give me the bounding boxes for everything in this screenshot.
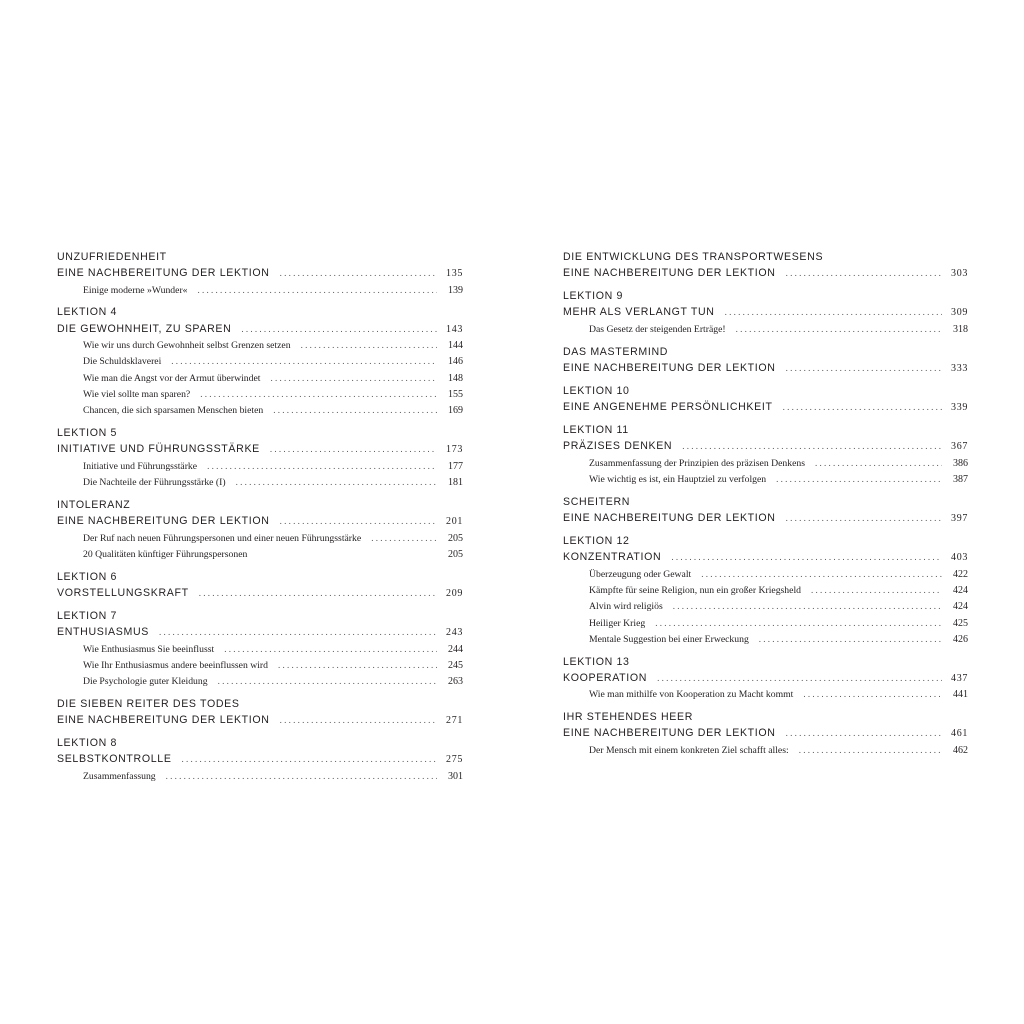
toc-heading-eine-nachbereitung-der-lektion <box>563 510 968 526</box>
dot-leader <box>280 265 437 281</box>
page-number: 301 <box>448 770 463 782</box>
page-number: 148 <box>448 372 463 384</box>
toc-entry-title: VORSTELLUNGSKRAFT <box>57 587 189 600</box>
toc-entry-title: Überzeugung oder Gewalt <box>589 568 692 580</box>
toc-entry-title: SCHEITERN <box>563 495 631 508</box>
dot-leader <box>799 742 942 758</box>
toc-entry-20-qualitaeten-kuenftiger-fuehrungsperso <box>57 546 463 562</box>
dot-leader <box>673 598 942 614</box>
toc-entry-die-schuldsklaverei <box>57 353 463 369</box>
toc-entry-title: LEKTION 9 <box>563 290 624 303</box>
toc-entry-title: LEKTION 11 <box>563 424 629 437</box>
dot-leader <box>671 549 942 565</box>
toc-heading-lektion-11 <box>563 422 968 438</box>
dot-leader <box>198 282 437 298</box>
page-number: 181 <box>448 477 463 489</box>
page-number: 243 <box>446 627 463 639</box>
toc-entry-title: EINE NACHBEREITUNG DER LEKTION <box>563 727 776 740</box>
dot-leader <box>301 337 437 353</box>
toc-heading-ihr-stehendes-heer <box>563 709 968 725</box>
toc-entry-wie-man-mithilfe-von-kooperation-zu-mach <box>563 686 968 702</box>
toc-entry-title: DAS MASTERMIND <box>563 345 669 358</box>
toc-entry-title: Die Nachteile der Führungsstärke (I) <box>83 477 226 489</box>
page-number: 387 <box>953 473 968 485</box>
toc-entry-chancen-die-sich-sparsamen-menschen-biet <box>57 402 463 418</box>
dot-leader <box>199 585 437 601</box>
toc-entry-title: PRÄZISES DENKEN <box>563 440 673 453</box>
toc-entry-title: UNZUFRIEDENHEIT <box>57 251 167 263</box>
toc-entry-title: EINE NACHBEREITUNG DER LEKTION <box>57 515 270 528</box>
toc-entry-title: EINE ANGENEHME PERSÖNLICHKEIT <box>563 401 773 414</box>
toc-heading-scheitern <box>563 494 968 510</box>
toc-heading-lektion-4 <box>57 304 463 320</box>
toc-entry-title: Der Ruf nach neuen Führungspersonen und einer neuen Führungsstärke <box>83 532 362 544</box>
dot-leader <box>803 686 942 702</box>
toc-entry-alvin-wird-religioes <box>563 598 968 614</box>
toc-heading-lektion-5 <box>57 425 463 441</box>
page-number: 437 <box>951 672 968 684</box>
toc-entry-title: DIE ENTWICKLUNG DES TRANSPORTWESENS <box>563 251 824 263</box>
toc-entry-title: KOOPERATION <box>563 671 648 684</box>
toc-heading-eine-nachbereitung-der-lektion <box>563 360 968 376</box>
toc-entry-title: KONZENTRATION <box>563 551 662 564</box>
dot-leader <box>280 513 437 529</box>
page-number: 303 <box>951 268 968 280</box>
page-number: 397 <box>951 513 968 525</box>
dot-leader <box>783 399 942 415</box>
toc-entry-title: Heiliger Krieg <box>589 617 646 629</box>
toc-entry-title: Alvin wird religiös <box>589 601 663 613</box>
toc-entry-title: DIE GEWOHNHEIT, ZU SPAREN <box>57 322 232 335</box>
toc-entry-title: IHR STEHENDES HEER <box>563 711 694 724</box>
dot-leader <box>241 321 437 337</box>
dot-leader <box>657 670 942 686</box>
toc-entry-die-nachteile-der-fuehrungsstaerke-i <box>57 474 463 490</box>
dot-leader <box>166 768 437 784</box>
page-number: 339 <box>951 402 968 414</box>
toc-entry-title: LEKTION 12 <box>563 535 630 548</box>
toc-entry-title: Die Schuldsklaverei <box>83 356 162 368</box>
toc-entry-title: Zusammenfassung <box>83 770 156 782</box>
toc-heading-lektion-13 <box>563 654 968 670</box>
toc-entry-wie-viel-sollte-man-sparen <box>57 386 463 402</box>
toc-entry-title: Initiative und Führungsstärke <box>83 460 198 472</box>
dot-leader <box>786 725 942 741</box>
toc-heading-selbstkontrolle <box>57 751 463 767</box>
toc-entry-title: Wie wir uns durch Gewohnheit selbst Grenzen setzen <box>83 340 291 352</box>
page-number: 271 <box>446 715 463 727</box>
toc-heading-die-gewohnheit-zu-sparen <box>57 321 463 337</box>
page-number: 275 <box>446 754 463 766</box>
dot-leader <box>776 471 942 487</box>
toc-entry-kaempfte-fuer-seine-religion-nun-ein-gro <box>563 582 968 598</box>
toc-entry-title: LEKTION 8 <box>57 737 118 750</box>
toc-entry-title: LEKTION 13 <box>563 655 630 668</box>
toc-entry-title: ENTHUSIASMUS <box>57 626 149 639</box>
toc-entry-initiative-und-fuehrungsstaerke <box>57 458 463 474</box>
toc-entry-wie-wir-uns-durch-gewohnheit-selbst-gren <box>57 337 463 353</box>
toc-entry-title: Kämpfte für seine Religion, nun ein großer Kriegsheld <box>589 584 801 596</box>
toc-heading-vorstellungskraft <box>57 585 463 601</box>
page-number: 425 <box>953 617 968 629</box>
dot-leader <box>280 712 437 728</box>
dot-leader <box>273 402 437 418</box>
page-number: 403 <box>951 552 968 564</box>
toc-entry-title: LEKTION 4 <box>57 306 118 319</box>
dot-leader <box>218 673 437 689</box>
dot-leader <box>270 370 437 386</box>
page-number: 462 <box>953 744 968 756</box>
toc-entry-title: Der Mensch mit einem konkreten Ziel schafft alles: <box>589 744 789 756</box>
toc-entry-die-psychologie-guter-kleidung <box>57 673 463 689</box>
page-number: 135 <box>446 268 463 280</box>
toc-entry-title: MEHR ALS VERLANGT TUN <box>563 306 715 319</box>
toc-entry-title: LEKTION 10 <box>563 384 630 397</box>
dot-leader <box>725 304 942 320</box>
toc-entry-title: DIE SIEBEN REITER DES TODES <box>57 697 240 710</box>
toc-heading-das-mastermind <box>563 344 968 360</box>
dot-leader <box>200 386 437 402</box>
toc-heading-praezises-denken <box>563 438 968 454</box>
dot-leader <box>786 360 942 376</box>
toc-entry-title: EINE NACHBEREITUNG DER LEKTION <box>563 512 776 525</box>
toc-entry-title: EINE NACHBEREITUNG DER LEKTION <box>563 361 776 374</box>
page-number: 205 <box>448 532 463 544</box>
page-number: 144 <box>448 340 463 352</box>
toc-right-column <box>563 249 968 758</box>
dot-leader <box>371 530 437 546</box>
toc-entry-title: 20 Qualitäten künftiger Führungspersonen <box>83 548 248 560</box>
dot-leader <box>736 321 942 337</box>
toc-heading-lektion-7 <box>57 608 463 624</box>
dot-leader <box>236 474 437 490</box>
toc-entry-zusammenfassung <box>57 768 463 784</box>
toc-heading-konzentration <box>563 549 968 565</box>
page-number: 461 <box>951 728 968 740</box>
toc-entry-title: INTOLERANZ <box>57 498 131 511</box>
dot-leader <box>811 582 942 598</box>
toc-entry-einige-moderne-wunder <box>57 282 463 298</box>
page-number: 333 <box>951 362 968 374</box>
toc-heading-eine-nachbereitung-der-lektion <box>57 265 463 281</box>
toc-heading-enthusiasmus <box>57 624 463 640</box>
page-number: 367 <box>951 441 968 453</box>
toc-entry-zusammenfassung-der-prinzipien-des-praez <box>563 455 968 471</box>
toc-heading-lektion-9 <box>563 288 968 304</box>
page-number: 139 <box>448 284 463 296</box>
toc-heading-die-sieben-reiter-des-todes <box>57 696 463 712</box>
toc-heading-lektion-6 <box>57 569 463 585</box>
toc-heading-mehr-als-verlangt-tun <box>563 304 968 320</box>
toc-heading-initiative-und-fuehrungsstaerke <box>57 441 463 457</box>
toc-heading-eine-nachbereitung-der-lektion <box>57 513 463 529</box>
page-number: 424 <box>953 601 968 613</box>
toc-entry-der-mensch-mit-einem-konkreten-ziel-scha <box>563 742 968 758</box>
toc-left-column <box>57 249 463 784</box>
toc-entry-wie-ihr-enthusiasmus-andere-beeinflussen <box>57 657 463 673</box>
toc-entry-title: Wie man die Angst vor der Armut überwindet <box>83 372 261 384</box>
toc-entry-ueberzeugung-oder-gewalt <box>563 566 968 582</box>
dot-leader <box>207 458 437 474</box>
toc-heading-lektion-12 <box>563 533 968 549</box>
toc-entry-title: Wie wichtig es ist, ein Hauptziel zu verfolgen <box>589 473 767 485</box>
toc-entry-title: INITIATIVE UND FÜHRUNGSSTÄRKE <box>57 443 260 456</box>
page-number: 244 <box>448 643 463 655</box>
toc-entry-title: LEKTION 6 <box>57 570 118 583</box>
toc-entry-title: Chancen, die sich sparsamen Menschen bieten <box>83 405 264 417</box>
toc-entry-title: EINE NACHBEREITUNG DER LEKTION <box>57 267 270 280</box>
toc-heading-eine-nachbereitung-der-lektion <box>563 265 968 281</box>
toc-entry-title: Das Gesetz der steigenden Erträge! <box>589 323 726 335</box>
toc-entry-title: LEKTION 7 <box>57 609 118 622</box>
dot-leader <box>171 353 437 369</box>
toc-entry-title: EINE NACHBEREITUNG DER LEKTION <box>563 267 776 280</box>
dot-leader <box>224 641 437 657</box>
page-number: 424 <box>953 584 968 596</box>
dot-leader <box>786 510 942 526</box>
page-number: 143 <box>446 323 463 335</box>
toc-heading-intoleranz <box>57 497 463 513</box>
page-number: 441 <box>953 689 968 701</box>
page-number: 201 <box>446 516 463 528</box>
dot-leader <box>682 438 942 454</box>
dot-leader <box>701 566 942 582</box>
dot-leader <box>786 265 942 281</box>
toc-entry-title: EINE NACHBEREITUNG DER LEKTION <box>57 714 270 727</box>
page-number: 263 <box>448 676 463 688</box>
toc-heading-kooperation <box>563 670 968 686</box>
toc-entry-title: Wie viel sollte man sparen? <box>83 388 191 400</box>
page-number: 209 <box>446 588 463 600</box>
toc-heading-lektion-8 <box>57 735 463 751</box>
dot-leader <box>270 441 437 457</box>
toc-entry-title: Die Psychologie guter Kleidung <box>83 676 208 688</box>
toc-entry-title: Einige moderne »Wunder« <box>83 284 188 296</box>
dot-leader <box>278 657 437 673</box>
page-number: 169 <box>448 405 463 417</box>
page-number: 309 <box>951 307 968 319</box>
toc-entry-title: Wie Enthusiasmus Sie beeinflusst <box>83 643 215 655</box>
toc-entry-wie-wichtig-es-ist-ein-hauptziel-zu-verf <box>563 471 968 487</box>
page-number: 146 <box>448 356 463 368</box>
toc-heading-eine-angenehme-persoenlichkeit <box>563 399 968 415</box>
page-number: 173 <box>446 444 463 456</box>
page-number: 177 <box>448 460 463 472</box>
toc-entry-heiliger-krieg <box>563 615 968 631</box>
toc-entry-wie-enthusiasmus-sie-beeinflusst <box>57 641 463 657</box>
toc-entry-title: Zusammenfassung der Prinzipien des präzisen Denkens <box>589 457 806 469</box>
dot-leader <box>815 455 942 471</box>
page-number: 422 <box>953 568 968 580</box>
page-number: 386 <box>953 457 968 469</box>
toc-entry-title: LEKTION 5 <box>57 427 118 440</box>
toc-heading-eine-nachbereitung-der-lektion <box>57 712 463 728</box>
dot-leader <box>182 751 437 767</box>
page-number: 318 <box>953 323 968 335</box>
toc-entry-mentale-suggestion-bei-einer-erweckung <box>563 631 968 647</box>
toc-entry-title: Wie man mithilfe von Kooperation zu Macht kommt <box>589 689 794 701</box>
toc-entry-wie-man-die-angst-vor-der-armut-ueberwin <box>57 370 463 386</box>
dot-leader <box>655 615 942 631</box>
page-number: 155 <box>448 388 463 400</box>
toc-entry-title: SELBSTKONTROLLE <box>57 753 172 766</box>
dot-leader <box>159 624 437 640</box>
toc-entry-das-gesetz-der-steigenden-ertraege <box>563 321 968 337</box>
toc-heading-unzufriedenheit <box>57 249 463 265</box>
toc-heading-lektion-10 <box>563 383 968 399</box>
toc-entry-title: Mentale Suggestion bei einer Erweckung <box>589 633 749 645</box>
toc-entry-der-ruf-nach-neuen-fuehrungspersonen-und <box>57 530 463 546</box>
page-number: 245 <box>448 659 463 671</box>
page-number: 426 <box>953 633 968 645</box>
toc-entry-title: Wie Ihr Enthusiasmus andere beeinflussen wird <box>83 659 268 671</box>
toc-heading-die-entwicklung-des-transportwesens <box>563 249 968 265</box>
dot-leader <box>759 631 942 647</box>
toc-heading-eine-nachbereitung-der-lektion <box>563 725 968 741</box>
page-number: 205 <box>448 548 463 560</box>
